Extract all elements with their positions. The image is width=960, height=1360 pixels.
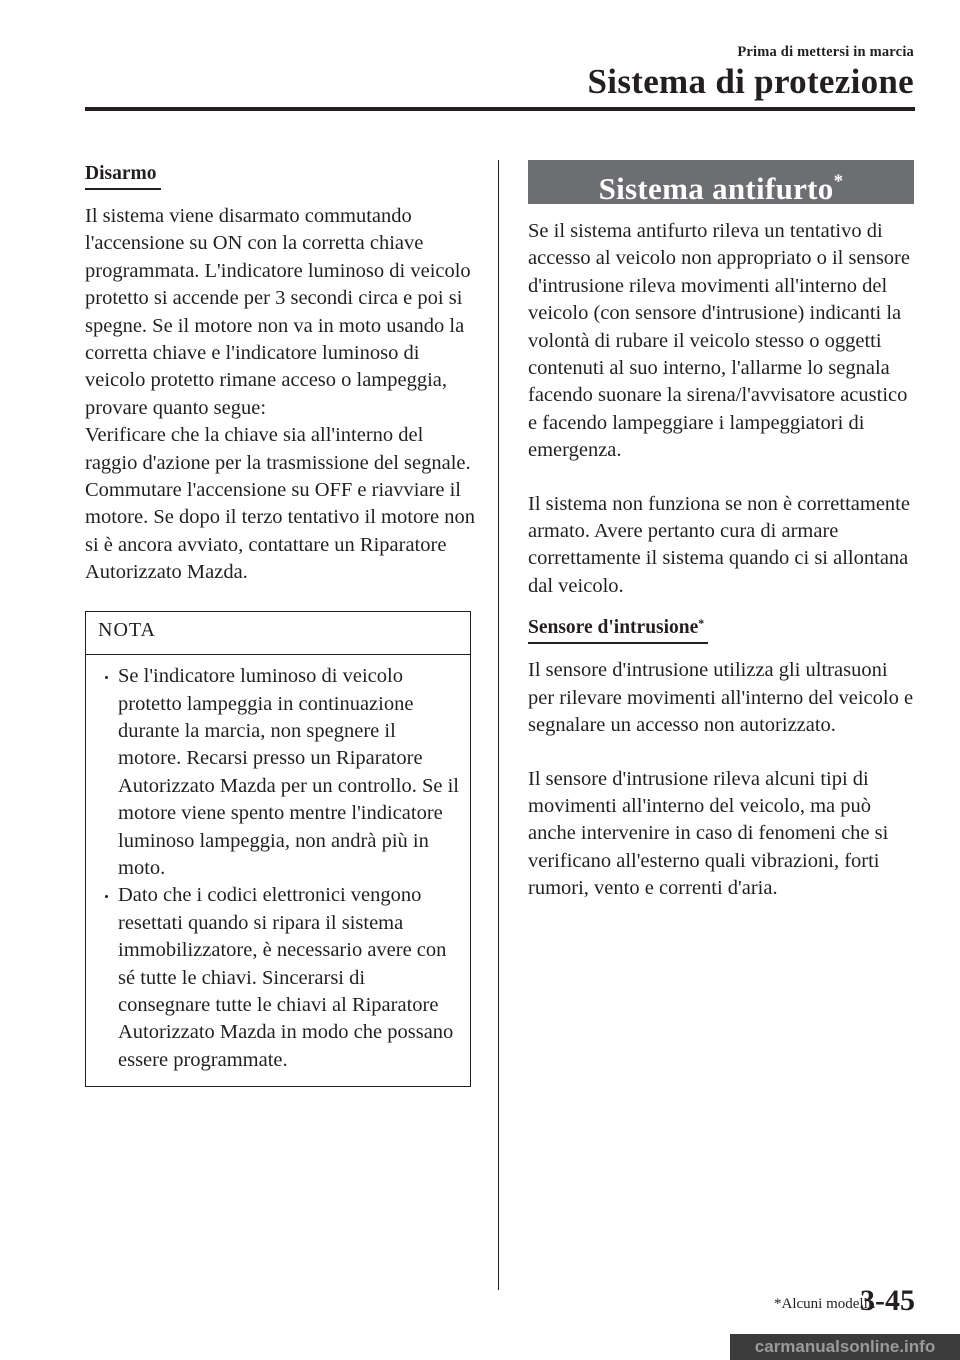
section-banner xyxy=(528,160,914,204)
note-item: Dato che i codici elettronici vengono resettati quando si ripara il sistema immobilizzatore, è necessario avere con sé tutte le chiavi. Sincerarsi di consegnare tutte le chiavi al Riparatore Autorizzato Mazda in modo che possano essere programmate. xyxy=(98,882,460,1074)
disarm-paragraph-1: Il sistema viene disarmato commutando l'accensione su ON con la corretta chiave programmata. L'indicatore luminoso di veicolo protetto si accende per 3 secondi circa e poi si spegne. Se il motore non va in moto usando la corretta chiave e l'indicatore luminoso di veicolo protetto rimane acceso o lampeggia, provare quanto segue: xyxy=(85,205,471,419)
left-column xyxy=(85,160,475,1087)
page-title: Sistema di protezione xyxy=(587,62,914,101)
sensor-paragraph-2: Il sensore d'intrusione rileva alcuni tipi di movimenti all'interno del veicolo, ma può anche intervenire in caso di fenomeni che si verificano all'esterno quali vibrazioni, forti rumori, vento e correnti d'aria. xyxy=(528,767,889,900)
disarm-paragraph-2: Verificare che la chiave sia all'interno del raggio d'azione per la trasmissione del segnale. Commutare l'accensione su OFF e riavviare il motore. Se dopo il terzo tentativo il motore non si è ancora avviato, contattare un Riparatore Autorizzato Mazda. xyxy=(85,424,475,584)
watermark-link[interactable]: carmanualsonline.info xyxy=(730,1334,960,1360)
page-number: 3-45 xyxy=(860,1284,915,1317)
footer-models-note: *Alcuni modelli. xyxy=(774,1296,876,1312)
sensor-paragraph-1: Il sensore d'intrusione utilizza gli ultrasuoni per rilevare movimenti all'interno del veicolo e segnalare un accesso non autorizzato. xyxy=(528,659,914,737)
section-label: Prima di mettersi in marcia xyxy=(737,44,914,60)
header-rule xyxy=(85,107,915,111)
sensor-asterisk: * xyxy=(698,616,705,631)
sensor-heading-text: Sensore d'intrusione xyxy=(528,617,699,639)
note-box xyxy=(85,611,471,1088)
sensor-heading xyxy=(528,610,708,644)
antitheft-paragraph-1: Se il sistema antifurto rileva un tentativo di accesso al veicolo non appropriato o il sensore d'intrusione rileva movimenti all'interno del veicolo (con sensore d'intrusione) indicanti la volontà di rubare il veicolo stesso o oggetti contenuti al suo interno, l'allarme lo segnala facendo suonare la sirena/l'avvisatore acustico e facendo lampeggiare i lampeggiatori di emergenza. xyxy=(528,220,910,462)
banner-title: Sistema antifurto xyxy=(598,171,834,206)
disarm-heading: Disarmo xyxy=(85,161,161,190)
column-divider xyxy=(498,160,499,1290)
right-column xyxy=(528,160,918,903)
note-item: Se l'indicatore luminoso di veicolo protetto lampeggia in continuazione durante la marcia, non spegnere il motore. Recarsi presso un Riparatore Autorizzato Mazda per un controllo. Se il motore viene spento mentre l'indicatore luminoso lampeggia, non andrà più in moto. xyxy=(98,663,460,882)
antitheft-paragraph-2: Il sistema non funziona se non è correttamente armato. Avere pertanto cura di armare correttamente il sistema quando ci si allontana dal veicolo. xyxy=(528,492,910,597)
note-body xyxy=(86,655,470,1086)
banner-asterisk: * xyxy=(833,171,844,192)
note-title: NOTA xyxy=(86,612,470,655)
